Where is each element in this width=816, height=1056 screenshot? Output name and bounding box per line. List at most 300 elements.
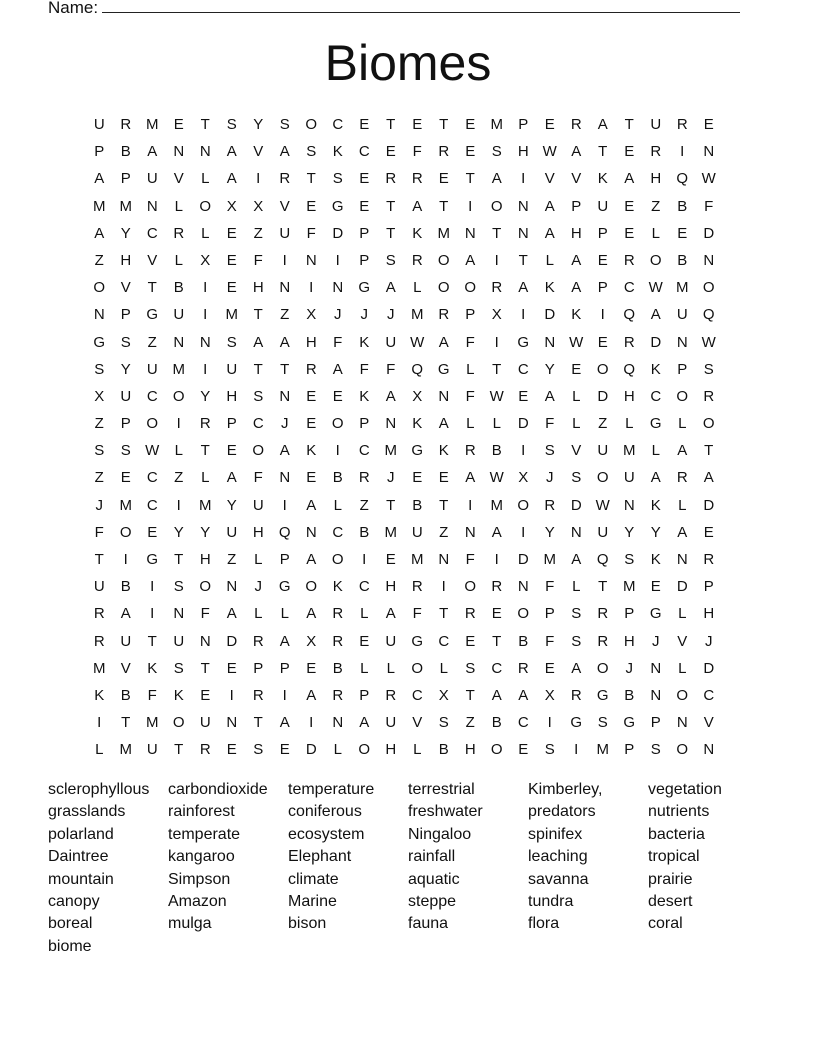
grid-letter[interactable]: M — [146, 116, 159, 133]
grid-letter[interactable]: C — [358, 143, 370, 161]
grid-letter[interactable]: A — [544, 197, 555, 215]
grid-letter[interactable]: U — [173, 632, 185, 650]
grid-letter[interactable]: I — [150, 578, 155, 596]
grid-letter[interactable]: I — [97, 714, 102, 732]
grid-letter[interactable]: E — [518, 741, 529, 759]
grid-letter[interactable]: Q — [702, 306, 715, 324]
grid-letter[interactable]: F — [200, 605, 210, 623]
grid-letter[interactable]: X — [438, 686, 449, 704]
grid-letter[interactable]: R — [385, 170, 397, 188]
grid-letter[interactable]: W — [542, 143, 557, 161]
grid-letter[interactable]: A — [332, 360, 343, 378]
grid-letter[interactable]: F — [333, 333, 343, 351]
grid-letter[interactable]: L — [625, 415, 634, 433]
grid-letter[interactable]: F — [147, 686, 157, 704]
grid-letter[interactable]: F — [359, 360, 369, 378]
grid-letter[interactable]: R — [623, 333, 635, 351]
grid-letter[interactable]: A — [359, 714, 370, 732]
grid-letter[interactable]: E — [597, 333, 608, 351]
grid-letter[interactable]: N — [676, 333, 688, 351]
grid-letter[interactable]: A — [385, 387, 396, 405]
grid-letter[interactable]: L — [572, 415, 581, 433]
grid-letter[interactable]: A — [465, 469, 476, 487]
grid-letter[interactable]: E — [226, 741, 237, 759]
grid-letter[interactable]: V — [703, 714, 714, 732]
grid-letter[interactable]: E — [147, 523, 158, 541]
grid-letter[interactable]: L — [492, 415, 501, 433]
grid-letter[interactable]: R — [411, 251, 423, 269]
grid-letter[interactable]: W — [145, 442, 160, 460]
grid-letter[interactable]: K — [650, 496, 661, 514]
grid-letter[interactable]: N — [385, 415, 397, 433]
grid-letter[interactable]: P — [677, 360, 688, 378]
grid-letter[interactable]: K — [412, 415, 423, 433]
grid-letter[interactable]: T — [386, 224, 396, 242]
grid-letter[interactable]: Q — [596, 551, 609, 568]
grid-letter[interactable]: T — [465, 686, 475, 704]
grid-letter[interactable]: E — [200, 686, 211, 704]
grid-letter[interactable]: K — [147, 659, 158, 677]
grid-letter[interactable]: V — [147, 251, 158, 269]
grid-letter[interactable]: B — [412, 496, 423, 514]
grid-letter[interactable]: G — [517, 333, 530, 351]
grid-letter[interactable]: A — [571, 279, 582, 297]
grid-letter[interactable]: B — [624, 686, 635, 704]
grid-letter[interactable]: A — [279, 714, 290, 732]
grid-letter[interactable]: F — [704, 197, 714, 215]
grid-letter[interactable]: E — [279, 741, 290, 759]
grid-letter[interactable]: R — [597, 605, 609, 623]
grid-letter[interactable]: G — [411, 632, 424, 650]
grid-letter[interactable]: Z — [94, 251, 104, 269]
grid-letter[interactable]: K — [438, 442, 449, 460]
grid-letter[interactable]: I — [176, 415, 181, 433]
grid-letter[interactable]: N — [703, 143, 715, 161]
grid-letter[interactable]: V — [120, 279, 131, 297]
grid-letter[interactable]: R — [491, 578, 503, 596]
grid-letter[interactable]: G — [146, 306, 159, 324]
grid-letter[interactable]: O — [172, 387, 185, 405]
grid-letter[interactable]: B — [677, 197, 688, 215]
grid-letter[interactable]: W — [489, 469, 504, 487]
grid-letter[interactable]: G — [331, 197, 344, 215]
grid-letter[interactable]: R — [703, 551, 715, 568]
grid-letter[interactable]: M — [596, 741, 609, 759]
grid-letter[interactable]: H — [570, 224, 582, 242]
grid-letter[interactable]: R — [597, 632, 609, 650]
grid-letter[interactable]: N — [438, 551, 450, 568]
grid-letter[interactable]: K — [94, 686, 105, 704]
grid-letter[interactable]: E — [359, 116, 370, 133]
grid-letter[interactable]: K — [332, 578, 343, 596]
grid-letter[interactable]: R — [93, 632, 105, 650]
grid-letter[interactable]: E — [650, 578, 661, 596]
grid-letter[interactable]: A — [385, 605, 396, 623]
grid-letter[interactable]: Q — [623, 306, 636, 324]
grid-letter[interactable]: P — [279, 659, 290, 677]
grid-letter[interactable]: L — [254, 551, 263, 568]
grid-letter[interactable]: A — [571, 659, 582, 677]
grid-letter[interactable]: O — [676, 741, 689, 759]
grid-letter[interactable]: P — [359, 251, 370, 269]
grid-letter[interactable]: O — [437, 251, 450, 269]
grid-letter[interactable]: N — [650, 686, 662, 704]
grid-letter[interactable]: U — [199, 714, 211, 732]
grid-letter[interactable]: D — [226, 632, 238, 650]
grid-letter[interactable]: N — [146, 197, 158, 215]
grid-letter[interactable]: Q — [278, 523, 291, 541]
grid-letter[interactable]: C — [703, 686, 715, 704]
grid-letter[interactable]: D — [703, 496, 715, 514]
grid-letter[interactable]: I — [574, 741, 579, 759]
grid-letter[interactable]: O — [517, 496, 530, 514]
grid-letter[interactable]: E — [624, 197, 635, 215]
grid-letter[interactable]: H — [623, 632, 635, 650]
grid-letter[interactable]: L — [439, 659, 448, 677]
grid-letter[interactable]: T — [200, 116, 210, 133]
grid-letter[interactable]: X — [94, 387, 105, 405]
grid-letter[interactable]: M — [119, 496, 132, 514]
grid-letter[interactable]: C — [146, 469, 158, 487]
grid-letter[interactable]: I — [282, 686, 287, 704]
grid-letter[interactable]: B — [518, 632, 529, 650]
grid-letter[interactable]: T — [465, 170, 475, 188]
grid-letter[interactable]: S — [571, 632, 582, 650]
grid-letter[interactable]: H — [199, 551, 211, 568]
grid-letter[interactable]: U — [226, 523, 238, 541]
grid-letter[interactable]: U — [597, 523, 609, 541]
grid-letter[interactable]: H — [120, 251, 132, 269]
grid-letter[interactable]: V — [412, 714, 423, 732]
grid-letter[interactable]: C — [517, 360, 529, 378]
grid-letter[interactable]: K — [332, 143, 343, 161]
grid-letter[interactable]: I — [468, 197, 473, 215]
grid-letter[interactable]: R — [199, 741, 211, 759]
grid-letter[interactable]: I — [309, 714, 314, 732]
grid-letter[interactable]: X — [200, 251, 211, 269]
grid-letter[interactable]: A — [226, 143, 237, 161]
grid-letter[interactable]: Q — [623, 360, 636, 378]
grid-letter[interactable]: L — [572, 578, 581, 596]
grid-letter[interactable]: D — [597, 387, 609, 405]
grid-letter[interactable]: S — [465, 659, 476, 677]
grid-letter[interactable]: A — [544, 387, 555, 405]
grid-letter[interactable]: B — [677, 251, 688, 269]
grid-letter[interactable]: Y — [120, 360, 131, 378]
grid-letter[interactable]: M — [93, 197, 106, 215]
grid-letter[interactable]: X — [306, 632, 317, 650]
grid-letter[interactable]: J — [360, 306, 368, 324]
grid-letter[interactable]: I — [282, 496, 287, 514]
grid-letter[interactable]: P — [597, 224, 608, 242]
grid-letter[interactable]: P — [597, 279, 608, 297]
grid-letter[interactable]: I — [362, 551, 367, 568]
grid-letter[interactable]: E — [306, 469, 317, 487]
grid-letter[interactable]: P — [226, 415, 237, 433]
grid-letter[interactable]: M — [146, 714, 159, 732]
grid-letter[interactable]: T — [598, 143, 608, 161]
grid-letter[interactable]: E — [385, 143, 396, 161]
grid-letter[interactable]: U — [173, 306, 185, 324]
grid-letter[interactable]: G — [278, 578, 291, 596]
grid-letter[interactable]: M — [623, 578, 636, 596]
grid-letter[interactable]: D — [517, 551, 529, 568]
grid-letter[interactable]: N — [570, 523, 582, 541]
grid-letter[interactable]: E — [465, 143, 476, 161]
grid-letter[interactable]: J — [652, 632, 660, 650]
grid-letter[interactable]: E — [597, 251, 608, 269]
grid-letter[interactable]: E — [465, 632, 476, 650]
grid-letter[interactable]: N — [226, 714, 238, 732]
grid-letter[interactable]: S — [571, 469, 582, 487]
grid-letter[interactable]: S — [491, 143, 502, 161]
grid-letter[interactable]: R — [491, 279, 503, 297]
grid-letter[interactable]: O — [252, 442, 265, 460]
grid-letter[interactable]: P — [544, 605, 555, 623]
grid-letter[interactable]: A — [120, 605, 131, 623]
grid-letter[interactable]: O — [702, 415, 715, 433]
grid-letter[interactable]: G — [623, 714, 636, 732]
grid-letter[interactable]: M — [93, 659, 106, 677]
grid-letter[interactable]: I — [176, 496, 181, 514]
grid-letter[interactable]: U — [411, 523, 423, 541]
grid-letter[interactable]: O — [437, 279, 450, 297]
grid-letter[interactable]: A — [650, 306, 661, 324]
grid-letter[interactable]: N — [703, 251, 715, 269]
grid-letter[interactable]: E — [703, 116, 714, 133]
grid-letter[interactable]: A — [677, 442, 688, 460]
grid-letter[interactable]: J — [281, 415, 289, 433]
grid-letter[interactable]: Y — [544, 360, 555, 378]
grid-letter[interactable]: V — [120, 659, 131, 677]
grid-letter[interactable]: H — [252, 523, 264, 541]
grid-letter[interactable]: H — [305, 333, 317, 351]
grid-letter[interactable]: E — [120, 469, 131, 487]
grid-letter[interactable]: Z — [94, 469, 104, 487]
grid-letter[interactable]: O — [305, 116, 318, 133]
grid-letter[interactable]: D — [676, 578, 688, 596]
grid-letter[interactable]: T — [253, 306, 263, 324]
grid-letter[interactable]: Z — [359, 496, 369, 514]
grid-letter[interactable]: N — [332, 714, 344, 732]
grid-letter[interactable]: S — [279, 116, 290, 133]
grid-letter[interactable]: O — [649, 251, 662, 269]
grid-letter[interactable]: I — [150, 605, 155, 623]
grid-letter[interactable]: I — [600, 306, 605, 324]
grid-letter[interactable]: K — [173, 686, 184, 704]
grid-letter[interactable]: H — [385, 578, 397, 596]
grid-letter[interactable]: P — [359, 415, 370, 433]
grid-letter[interactable]: M — [676, 279, 689, 297]
grid-letter[interactable]: N — [544, 333, 556, 351]
grid-letter[interactable]: W — [569, 333, 584, 351]
grid-letter[interactable]: U — [120, 632, 132, 650]
grid-letter[interactable]: X — [491, 306, 502, 324]
grid-letter[interactable]: R — [173, 224, 185, 242]
grid-letter[interactable]: T — [386, 496, 396, 514]
grid-letter[interactable]: H — [703, 605, 715, 623]
grid-letter[interactable]: Z — [147, 333, 157, 351]
grid-letter[interactable]: N — [438, 387, 450, 405]
grid-letter[interactable]: M — [543, 551, 556, 568]
grid-letter[interactable]: Y — [624, 523, 635, 541]
grid-letter[interactable]: O — [702, 279, 715, 297]
grid-letter[interactable]: M — [411, 306, 424, 324]
grid-letter[interactable]: I — [256, 170, 261, 188]
grid-letter[interactable]: U — [650, 116, 662, 133]
grid-letter[interactable]: E — [173, 116, 184, 133]
grid-letter[interactable]: N — [517, 197, 529, 215]
grid-letter[interactable]: A — [226, 469, 237, 487]
grid-letter[interactable]: C — [623, 279, 635, 297]
grid-letter[interactable]: M — [623, 442, 636, 460]
grid-letter[interactable]: G — [570, 714, 583, 732]
letter-grid[interactable] — [86, 111, 722, 764]
grid-letter[interactable]: Q — [411, 360, 424, 378]
grid-letter[interactable]: I — [521, 523, 526, 541]
grid-letter[interactable]: O — [464, 279, 477, 297]
grid-letter[interactable]: W — [595, 496, 610, 514]
grid-letter[interactable]: G — [649, 415, 662, 433]
grid-letter[interactable]: E — [438, 170, 449, 188]
grid-letter[interactable]: L — [333, 496, 342, 514]
grid-letter[interactable]: U — [279, 224, 291, 242]
grid-letter[interactable]: I — [229, 686, 234, 704]
grid-letter[interactable]: F — [253, 251, 263, 269]
grid-letter[interactable]: Z — [439, 523, 449, 541]
grid-letter[interactable]: P — [571, 197, 582, 215]
grid-letter[interactable]: I — [521, 442, 526, 460]
grid-letter[interactable]: T — [253, 360, 263, 378]
grid-letter[interactable]: K — [650, 360, 661, 378]
grid-letter[interactable]: Y — [173, 523, 184, 541]
grid-letter[interactable]: F — [545, 415, 555, 433]
grid-letter[interactable]: P — [518, 116, 529, 133]
grid-letter[interactable]: R — [305, 360, 317, 378]
grid-letter[interactable]: R — [252, 632, 264, 650]
grid-letter[interactable]: O — [199, 197, 212, 215]
grid-letter[interactable]: L — [413, 741, 422, 759]
grid-letter[interactable]: I — [203, 279, 208, 297]
grid-letter[interactable]: T — [492, 632, 502, 650]
grid-letter[interactable]: L — [333, 741, 342, 759]
grid-letter[interactable]: L — [201, 224, 210, 242]
grid-letter[interactable]: L — [280, 605, 289, 623]
grid-letter[interactable]: E — [412, 469, 423, 487]
grid-letter[interactable]: E — [677, 224, 688, 242]
grid-letter[interactable]: L — [678, 659, 687, 677]
grid-letter[interactable]: L — [201, 170, 210, 188]
grid-letter[interactable]: O — [411, 659, 424, 677]
grid-letter[interactable]: H — [464, 741, 476, 759]
grid-letter[interactable]: W — [701, 333, 716, 351]
grid-letter[interactable]: C — [650, 387, 662, 405]
grid-letter[interactable]: R — [411, 170, 423, 188]
grid-letter[interactable]: Q — [676, 170, 689, 188]
grid-letter[interactable]: S — [597, 714, 608, 732]
grid-letter[interactable]: L — [651, 442, 660, 460]
grid-letter[interactable]: O — [146, 415, 159, 433]
grid-letter[interactable]: C — [252, 415, 264, 433]
grid-letter[interactable]: A — [279, 442, 290, 460]
grid-letter[interactable]: L — [254, 605, 263, 623]
grid-letter[interactable]: R — [676, 469, 688, 487]
grid-letter[interactable]: A — [412, 197, 423, 215]
grid-letter[interactable]: P — [465, 306, 476, 324]
grid-letter[interactable]: L — [360, 605, 369, 623]
grid-letter[interactable]: T — [94, 551, 104, 568]
grid-letter[interactable]: A — [491, 686, 502, 704]
grid-letter[interactable]: T — [200, 659, 210, 677]
grid-letter[interactable]: A — [385, 279, 396, 297]
grid-letter[interactable]: B — [332, 659, 343, 677]
grid-letter[interactable]: K — [650, 551, 661, 568]
grid-letter[interactable]: H — [623, 387, 635, 405]
grid-letter[interactable]: R — [438, 143, 450, 161]
grid-letter[interactable]: E — [624, 143, 635, 161]
grid-letter[interactable]: Y — [253, 116, 264, 133]
grid-letter[interactable]: D — [544, 306, 556, 324]
grid-letter[interactable]: J — [95, 496, 103, 514]
grid-letter[interactable]: Z — [253, 224, 263, 242]
grid-letter[interactable]: K — [306, 442, 317, 460]
grid-letter[interactable]: L — [360, 659, 369, 677]
grid-letter[interactable]: U — [146, 360, 158, 378]
grid-letter[interactable]: A — [438, 333, 449, 351]
grid-letter[interactable]: O — [331, 415, 344, 433]
grid-letter[interactable]: J — [387, 469, 395, 487]
grid-letter[interactable]: E — [226, 659, 237, 677]
grid-letter[interactable]: S — [253, 741, 264, 759]
grid-letter[interactable]: E — [465, 116, 476, 133]
grid-letter[interactable]: T — [598, 578, 608, 596]
grid-letter[interactable]: C — [146, 224, 158, 242]
grid-letter[interactable]: U — [385, 333, 397, 351]
grid-letter[interactable]: S — [544, 442, 555, 460]
grid-letter[interactable]: N — [173, 605, 185, 623]
grid-letter[interactable]: N — [517, 578, 529, 596]
grid-letter[interactable]: E — [226, 224, 237, 242]
grid-letter[interactable]: N — [332, 279, 344, 297]
grid-letter[interactable]: P — [359, 686, 370, 704]
grid-letter[interactable]: U — [93, 116, 105, 133]
grid-letter[interactable]: U — [252, 496, 264, 514]
grid-letter[interactable]: S — [306, 143, 317, 161]
grid-letter[interactable]: R — [464, 605, 476, 623]
name-underline[interactable] — [102, 0, 740, 13]
grid-letter[interactable]: H — [650, 170, 662, 188]
grid-letter[interactable]: T — [147, 632, 157, 650]
grid-letter[interactable]: C — [332, 116, 344, 133]
grid-letter[interactable]: N — [676, 714, 688, 732]
grid-letter[interactable]: G — [146, 551, 159, 568]
grid-letter[interactable]: P — [120, 415, 131, 433]
grid-letter[interactable]: L — [678, 415, 687, 433]
grid-letter[interactable]: T — [439, 496, 449, 514]
grid-letter[interactable]: O — [596, 659, 609, 677]
grid-letter[interactable]: E — [359, 197, 370, 215]
grid-letter[interactable]: L — [95, 741, 104, 759]
grid-letter[interactable]: U — [597, 442, 609, 460]
grid-letter[interactable]: A — [571, 251, 582, 269]
grid-letter[interactable]: I — [123, 551, 128, 568]
grid-letter[interactable]: I — [203, 360, 208, 378]
grid-letter[interactable]: E — [491, 605, 502, 623]
grid-letter[interactable]: B — [491, 442, 502, 460]
grid-letter[interactable]: C — [146, 387, 158, 405]
grid-letter[interactable]: M — [490, 496, 503, 514]
grid-letter[interactable]: D — [517, 415, 529, 433]
